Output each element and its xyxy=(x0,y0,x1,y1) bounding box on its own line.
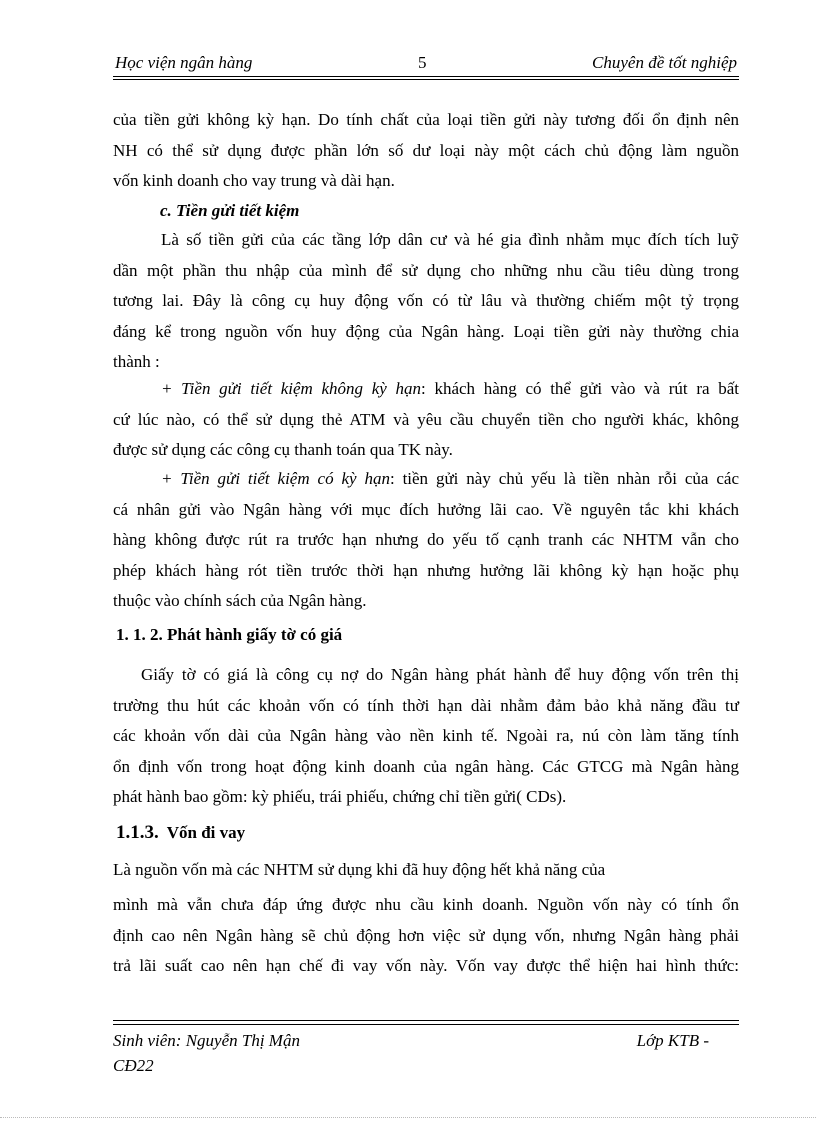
text-line: của tiền gửi không kỳ hạn. Do tính chất của loại tiền gửi này tương đối ổn định nên xyxy=(113,110,739,129)
text-line: trả lãi suất cao nên hạn chế đi vay vốn này. Vốn vay được thể hiện hai hình thức: xyxy=(113,956,739,975)
paragraph-savings-deposit xyxy=(113,225,739,378)
text-line: ổn định vốn trong hoạt động kinh doanh của ngân hàng. Các GTCG mà Ngân hàng xyxy=(113,756,739,776)
page-footer xyxy=(113,1028,739,1078)
text-line xyxy=(113,464,739,495)
section-heading-valuable-papers: 1. 1. 2. Phát hành giấy tờ có giá xyxy=(116,625,343,644)
text-line: Là số tiền gửi của các tầng lớp dân cư và hé gia đình nhằm mục đích tích luỹ xyxy=(161,230,739,249)
text-line: các khoản vốn dài của Ngân hàng vào nền kinh tế. Ngoài ra, nú còn làm tăng tính xyxy=(113,726,739,745)
section-number: 1.1.3. xyxy=(116,822,159,843)
paragraph-demand-deposit-end xyxy=(113,105,739,197)
text-line: dần một phần thu nhập của mình để sử dụng cho những nhu cầu tiêu dùng trong xyxy=(113,260,739,280)
footer-student-cohort: CĐ22 xyxy=(113,1056,154,1075)
text-line: Là nguồn vốn mà các NHTM sử dụng khi đã huy động hết khả năng của xyxy=(113,860,606,879)
text-line: trường thu hút các khoản vốn có tính thời hạn dài nhằm đảm bảo khả năng đầu tư xyxy=(113,695,739,715)
subheading-savings-deposit: c. Tiền gửi tiết kiệm xyxy=(160,201,300,220)
text-line: Giấy tờ có giá là công cụ nợ do Ngân hàng phát hành để huy động vốn trên thị xyxy=(141,665,739,684)
paragraph-valuable-papers xyxy=(113,660,739,813)
text-line: cá nhân gửi vào Ngân hàng với mục đích hưởng lãi cao. Về nguyên tắc khi khách xyxy=(113,499,739,519)
text-line: được sử dụng các công cụ thanh toán qua TK này. xyxy=(113,440,453,459)
paragraph-non-term-savings xyxy=(113,374,739,466)
paragraph-term-savings xyxy=(113,464,739,617)
header-rule-bottom xyxy=(113,79,739,80)
section-heading-borrowed-capital xyxy=(116,822,245,844)
section-title: Vốn đi vay xyxy=(166,823,246,842)
footer-class: Lớp KTB - xyxy=(636,1031,709,1050)
paragraph-borrowed-capital-first xyxy=(113,855,739,886)
text-line: hàng không được rút ra trước hạn nhưng do yếu tố cạnh tranh các NHTM vẫn cho xyxy=(113,530,739,549)
paragraph-borrowed-capital xyxy=(113,890,739,982)
term-non-term-savings: + Tiền gửi tiết kiệm không kỳ hạn xyxy=(161,379,422,398)
text-line: định cao nên Ngân hàng sẽ chủ động hơn việc sử dụng vốn, nhưng Ngân hàng phải xyxy=(113,925,739,945)
header-document-type: Chuyên đề tốt nghiệp xyxy=(592,53,737,72)
text-line: mình mà vẫn chưa đáp ứng được nhu cầu kinh doanh. Nguồn vốn này có tính ổn xyxy=(113,895,739,914)
footer-student: Sinh viên: Nguyễn Thị Mận xyxy=(113,1031,300,1050)
footer-rule-top xyxy=(113,1020,739,1021)
text-line: đáng kể trong nguồn vốn huy động của Ngân hàng. Loại tiền gửi này thường chia xyxy=(113,321,739,341)
page-number: 5 xyxy=(418,53,427,72)
page-bottom-dotted-edge xyxy=(0,1117,816,1118)
text-line: NH có thể sử dụng được phần lớn số dư loại này một cách chủ động làm nguồn xyxy=(113,140,739,160)
text-line: thành : xyxy=(113,352,160,371)
text-line: tương lai. Đây là công cụ huy động vốn có từ lâu và thường chiếm một tỷ trọng xyxy=(113,291,739,310)
text-line: cứ lúc nào, có thể sử dụng thẻ ATM và yêu cầu chuyển tiền cho người khác, không xyxy=(113,409,739,429)
text-line: thuộc vào chính sách của Ngân hàng. xyxy=(113,591,367,610)
text-fragment: : khách hàng có thể gửi vào và rút ra bất xyxy=(421,379,739,398)
text-line: phát hành bao gồm: kỳ phiếu, trái phiếu, chứng chỉ tiền gửi( CDs). xyxy=(113,787,567,806)
header-rule-top xyxy=(113,76,739,77)
text-line: vốn kinh doanh cho vay trung và dài hạn. xyxy=(113,171,395,190)
term-term-savings: + Tiền gửi tiết kiệm có kỳ hạn xyxy=(161,469,390,488)
page-header xyxy=(113,50,739,76)
header-institution: Học viện ngân hàng xyxy=(115,53,253,72)
footer-rule-bottom xyxy=(113,1024,739,1025)
text-fragment: : tiền gửi này chủ yếu là tiền nhàn rỗi của các xyxy=(389,469,739,488)
text-line xyxy=(113,374,739,405)
text-line: phép khách hàng rót tiền trước thời hạn nhưng hưởng lãi không kỳ hạn hoặc phụ xyxy=(113,560,739,580)
